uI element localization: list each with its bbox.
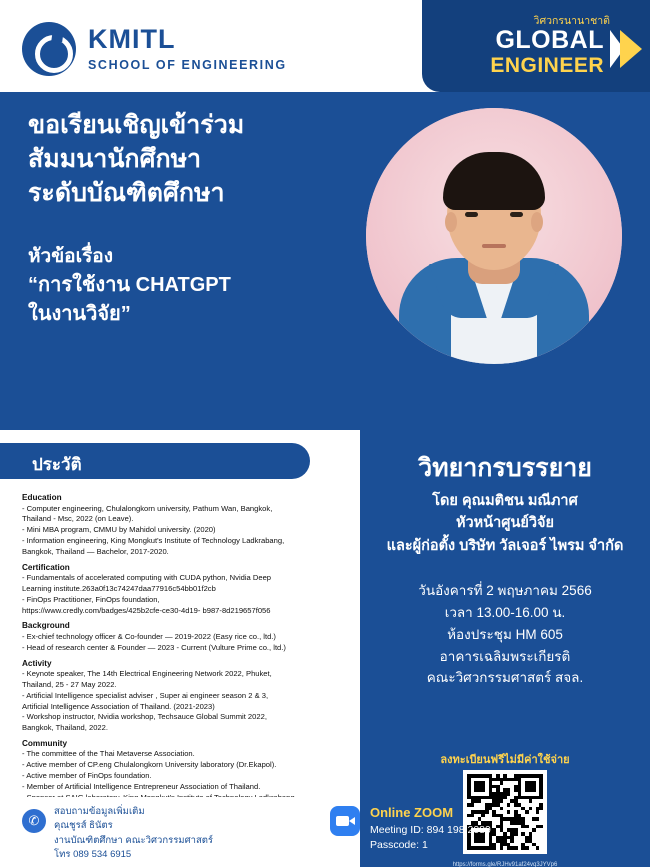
speaker-panel (360, 430, 650, 867)
registration-note: ลงทะเบียนฟรีไม่มีค่าใช้จ่าย (440, 754, 570, 766)
event-room: ห้องประชุม HM 605 (447, 626, 563, 642)
contact-line-2: คุณชูรส์ ธินัตร (54, 820, 113, 832)
poster-headline (28, 108, 358, 210)
bio-line: Thailand, 25 - 27 May 2022. (22, 679, 117, 689)
event-date: วันอังคารที่ 2 พฤษภาคม 2566 (418, 583, 592, 598)
zoom-meeting-id: Meeting ID: 894 198 2089 (370, 823, 491, 836)
photo-ear-left (445, 212, 457, 232)
bio-heading-community: Community (22, 738, 68, 748)
badge-thai-label: วิศวกรนานาชาติ (533, 15, 610, 27)
faculty-name: SCHOOL OF ENGINEERING (88, 58, 287, 72)
topic-label: หัวข้อเรื่อง (28, 246, 113, 267)
zoom-label: Online ZOOM (370, 805, 454, 821)
topic-line-1: “การใช้งาน CHATGPT (28, 273, 231, 296)
bio-line: Thailand - Msc, 2022 (on Leave). (22, 514, 134, 524)
bio-line: - Mini MBA program, CMMU by Mahidol university. (2020) (22, 525, 216, 535)
bio-line: - The committee of the Thai Metaverse Association. (22, 749, 195, 759)
speaker-name: โดย คุณมติชน มณีภาศ (432, 493, 578, 509)
bio-line: Artificial Intelligence Association of Thailand. (2021-2023) (22, 701, 215, 711)
bio-line: - Computer engineering, Chulalongkorn university, Pathum Wan, Bangkok, (22, 503, 273, 513)
bio-tab-label: ประวัติ (32, 455, 82, 474)
chevron-yellow-icon (620, 30, 642, 68)
bio-line: - Fundamentals of accelerated computing with CUDA python, Nvidia Deep (22, 573, 272, 583)
poster-topic (28, 243, 358, 329)
bio-line: - Active member of FinOps foundation. (22, 771, 152, 781)
bio-line: Learning institute.263a0f13c74247daa77916c54bb01f2cb (22, 583, 216, 593)
kmitl-wordmark (88, 26, 287, 72)
photo-ear-right (531, 212, 543, 232)
speaker-details (360, 490, 650, 557)
photo-eye-right (510, 212, 523, 217)
bio-heading-activity: Activity (22, 658, 52, 668)
phone-icon: ✆ (22, 809, 46, 833)
badge-line2: ENGINEER (490, 54, 604, 77)
event-faculty: คณะวิศวกรรมศาสตร์ สจล. (426, 670, 584, 686)
bio-line: - Member of Artificial Intelligence Entrepreneur Association of Thailand. (22, 781, 261, 791)
topic-line-2: ในงานวิจัย” (28, 302, 131, 325)
badge-line1: GLOBAL (495, 26, 604, 54)
contact-line-1: สอบถามข้อมูลเพิ่มเติม (54, 806, 145, 817)
bio-line: - Artificial Intelligence specialist adviser , Super ai engineer season 2 & 3, (22, 690, 269, 700)
bio-line: https://www.credly.com/badges/425b2cfe-ce30-4d19- b987-8d219657f056 (22, 605, 271, 615)
headline-line-2: สัมมนานักศึกษา (28, 145, 202, 173)
bio-tab (0, 443, 310, 479)
speaker-company: และผู้ก่อตั้ง บริษัท วัลเจอร์ ไพรม จำกัด (386, 537, 624, 554)
event-details (360, 580, 650, 689)
speaker-panel-title: วิทยากรบรรยาย (418, 454, 592, 482)
bio-line: - Information engineering, King Mongkut's Institute of Technology Ladkrabang, (22, 535, 285, 545)
zoom-passcode: Passcode: 1 (370, 838, 428, 851)
kmitl-emblem-icon (22, 22, 76, 76)
bio-line: Bangkok, Thailand — Bachelor, 2017-2020. (22, 546, 169, 556)
photo-mouth (482, 244, 506, 248)
video-camera-icon (330, 806, 360, 836)
global-engineer-badge (422, 0, 650, 92)
footer-contact-bar (0, 797, 360, 867)
event-time: เวลา 13.00-16.00 น. (444, 604, 566, 620)
bio-line: - Head of research center & Founder — 2023 - Current (Vulture Prime co., ltd.) (22, 642, 286, 652)
event-building: อาคารเฉลิมพระเกียรติ (439, 648, 571, 664)
contact-info (54, 805, 213, 862)
contact-line-4: โทร 089 534 6915 (54, 848, 132, 860)
bio-line: - Keynote speaker, The 14th Electrical Engineering Network 2022, Phuket, (22, 669, 272, 679)
headline-line-3: ระดับบัณฑิตศึกษา (28, 179, 225, 207)
bio-heading-education: Education (22, 493, 62, 502)
speaker-photo (366, 108, 622, 364)
bio-line: Bangkok, Thailand, 2022. (22, 723, 108, 733)
bio-heading-background: Background (22, 621, 70, 631)
bio-line: - Active member of CP.eng Chulalongkorn University laboratory (Dr.Ekapol). (22, 760, 277, 770)
bio-line: - FinOps Practitioner, FinOps foundation, (22, 594, 160, 604)
university-name: KMITL (88, 24, 176, 54)
zoom-text (370, 804, 491, 853)
contact-line-3: งานบัณฑิตศึกษา คณะวิศวกรรมศาสตร์ (54, 834, 214, 846)
speaker-role: หัวหน้าศูนย์วิจัย (455, 515, 555, 532)
kmitl-logo (22, 22, 287, 76)
bio-heading-certification: Certification (22, 562, 70, 572)
photo-eye-left (465, 212, 478, 217)
zoom-info (330, 804, 491, 853)
bio-line: - Ex-chief technology officer & Co-founder — 2019-2022 (Easy rice co., ltd.) (22, 631, 276, 641)
bio-line: - Workshop instructor, Nvidia workshop, Techsauce Global Summit 2022, (22, 712, 267, 722)
bio-content (22, 492, 342, 814)
headline-line-1: ขอเรียนเชิญเข้าร่วม (28, 111, 245, 139)
qr-url-label: https://forms.gle/RJHv91af24vq3JYVp6 (452, 862, 558, 867)
